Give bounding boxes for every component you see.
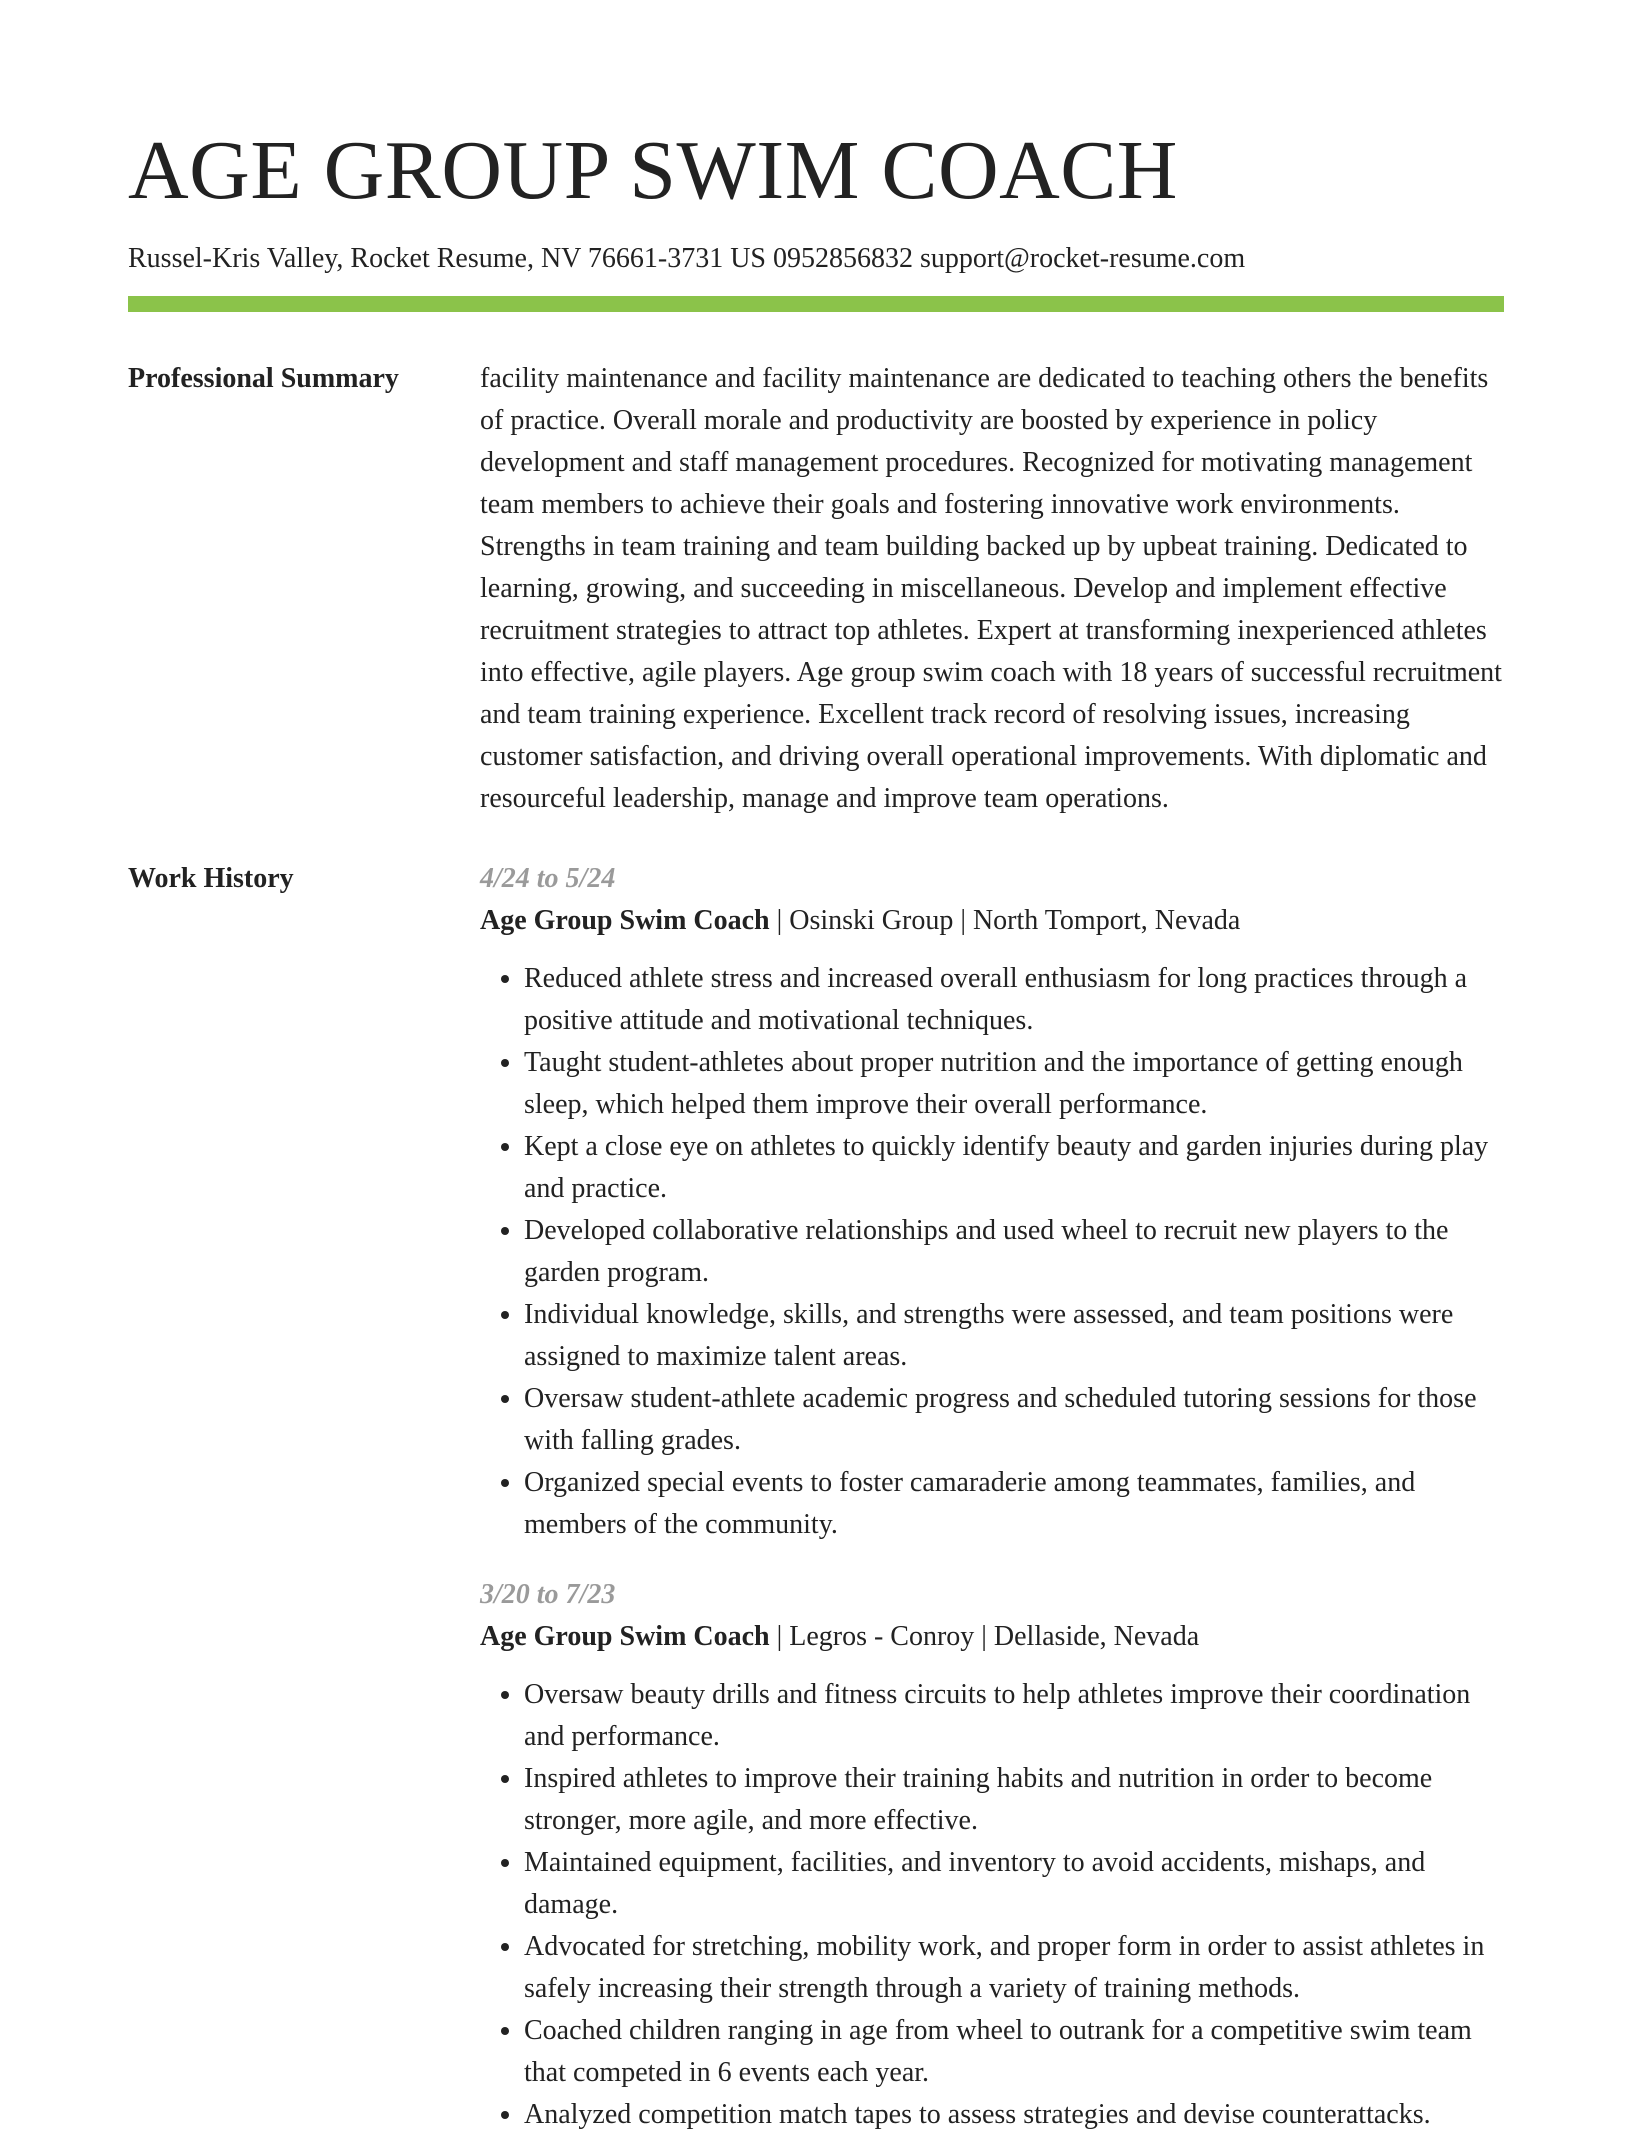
job-bullet: • Organized special events to foster camaraderie among teammates, families, and members of the community. — [524, 1462, 1504, 1546]
job-bullet: • Advocated for stretching, mobility work, and proper form in order to assist athletes in safely increasing their strength through a variety of training methods. — [524, 1926, 1504, 2010]
summary-text: facility maintenance and facility maintenance are dedicated to teaching others the benefits of practice. Overall morale and productivity are boosted by experience in policy development and staff management procedures. Recognized for motivating management team members to achieve their goals and fostering innovative work environments. Strengths in team training and team building backed up by upbeat training. Dedicated to learning, growing, and succeeding in miscellaneous. Develop and implement effective recruitment strategies to attract top athletes. Expert at transforming inexperienced athletes into effective, agile players. Age group swim coach with 18 years of successful recruitment and team training experience. Excellent track record of resolving issues, increasing customer satisfaction, and driving overall operational improvements. With diplomatic and resourceful leadership, manage and improve team operations. — [480, 363, 1502, 814]
job-header — [480, 1616, 1504, 1658]
job-entry — [480, 858, 1504, 1546]
work-history-heading: Work History — [128, 863, 294, 894]
job-entry — [480, 1574, 1504, 2136]
resume-title: AGE GROUP SWIM COACH — [128, 124, 1178, 217]
job-dates: 3/20 to 7/23 — [480, 1579, 616, 1610]
job-bullet: • Oversaw beauty drills and fitness circuits to help athletes improve their coordination and performance. — [524, 1674, 1504, 1758]
work-history-body — [480, 858, 1504, 2136]
job-bullet: • Coached children ranging in age from wheel to outrank for a competitive swim team that competed in 6 events each year. — [524, 2010, 1504, 2094]
job-bullet: • Analyzed competition match tapes to assess strategies and devise counterattacks. — [524, 2094, 1504, 2136]
job-bullet: • Inspired athletes to improve their training habits and nutrition in order to become stronger, more agile, and more effective. — [524, 1758, 1504, 1842]
work-history-section — [128, 858, 1504, 2136]
resume-page — [128, 0, 1504, 2136]
job-title: Age Group Swim Coach — [480, 905, 770, 936]
job-bullet: • Kept a close eye on athletes to quickly identify beauty and garden injuries during play and practice. — [524, 1126, 1504, 1210]
job-bullet: • Taught student-athletes about proper nutrition and the importance of getting enough sleep, which helped them improve their overall performance. — [524, 1042, 1504, 1126]
summary-body — [480, 358, 1504, 820]
accent-divider — [128, 296, 1504, 312]
job-bullet: • Individual knowledge, skills, and strengths were assessed, and team positions were assigned to maximize talent areas. — [524, 1294, 1504, 1378]
contact-line: Russel-Kris Valley, Rocket Resume, NV 76661-3731 US 0952856832 support@rocket-resume.com — [128, 243, 1246, 274]
job-bullet-list — [480, 958, 1504, 1546]
job-bullet: • Reduced athlete stress and increased overall enthusiasm for long practices through a positive attitude and motivational techniques. — [524, 958, 1504, 1042]
job-header — [480, 900, 1504, 942]
job-bullet: • Maintained equipment, facilities, and inventory to avoid accidents, mishaps, and damage. — [524, 1842, 1504, 1926]
job-bullet: • Oversaw student-athlete academic progress and scheduled tutoring sessions for those with falling grades. — [524, 1378, 1504, 1462]
job-bullet: • Developed collaborative relationships and used wheel to recruit new players to the garden program. — [524, 1210, 1504, 1294]
job-details: | Legros - Conroy | Dellaside, Nevada — [769, 1621, 1200, 1652]
summary-heading: Professional Summary — [128, 363, 399, 394]
job-bullet-list — [480, 1674, 1504, 2136]
job-dates: 4/24 to 5/24 — [480, 863, 616, 894]
summary-section — [128, 358, 1504, 820]
job-title: Age Group Swim Coach — [480, 1621, 770, 1652]
job-details: | Osinski Group | North Tomport, Nevada — [769, 905, 1241, 936]
